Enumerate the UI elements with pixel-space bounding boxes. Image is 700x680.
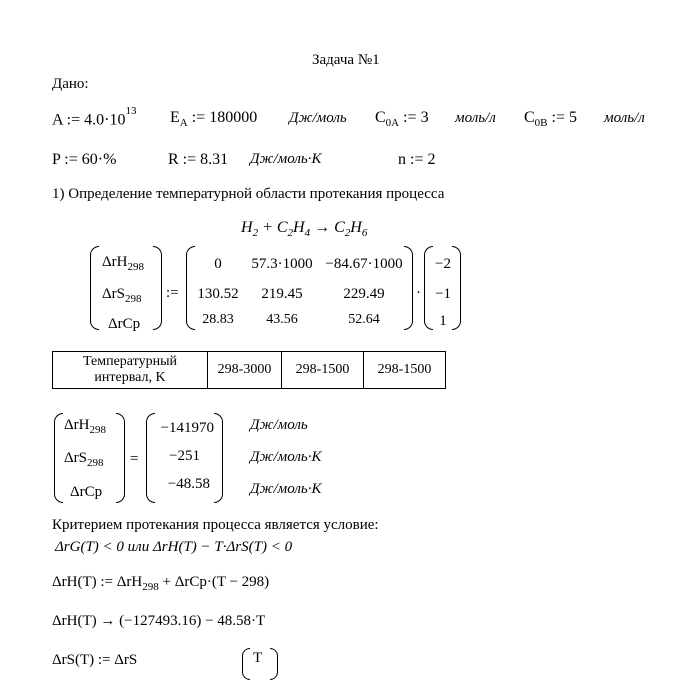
param-EA bbox=[170, 109, 257, 129]
lhs-dS: ΔrS$_{298}$ bbox=[102, 286, 142, 305]
dS-definition-text: ΔrS(T) := ΔrS bbox=[52, 652, 138, 668]
param-C0A-unit: моль/л bbox=[455, 110, 496, 126]
result-lhs-dCp: ΔrCp bbox=[70, 484, 103, 500]
vector-cell: −2 bbox=[435, 256, 451, 272]
dS-definition-partial bbox=[52, 652, 137, 669]
matrix-cell: 229.49 bbox=[343, 286, 385, 302]
criterion-formula: ΔrG(T) < 0 или ΔrH(T) − T·ΔrS(T) < 0 bbox=[55, 539, 293, 555]
section-heading: 1) Определение температурной области протекания процесса bbox=[52, 186, 445, 202]
table-cell: 298-1500 bbox=[282, 352, 364, 389]
param-C0B-unit: моль/л bbox=[604, 110, 645, 126]
dH-result: ΔrH(T) → (−127493.16) − 48.58·T bbox=[52, 613, 266, 629]
result-unit: Дж/моль·K bbox=[250, 481, 322, 497]
result-value: −48.58 bbox=[167, 476, 210, 492]
reaction-arrow: → C bbox=[310, 219, 345, 236]
reaction-h6-sub: 6 bbox=[361, 227, 368, 240]
param-C0B-value: := 5 bbox=[551, 109, 577, 126]
matrix-cell: 52.64 bbox=[348, 312, 380, 327]
param-R-unit: Дж/моль·K bbox=[250, 151, 322, 167]
criterion-text: Критерием протекания процесса является условие: bbox=[52, 517, 379, 533]
param-P: P := 60·% bbox=[52, 151, 117, 168]
param-A bbox=[52, 105, 137, 129]
param-C0A-symbol: C bbox=[375, 109, 386, 126]
reaction-h6: H bbox=[350, 219, 362, 236]
table-header-cell: Температурный интервал, K bbox=[53, 352, 208, 389]
param-R: R := 8.31 bbox=[168, 151, 229, 168]
param-n: n := 2 bbox=[398, 151, 436, 168]
param-C0B-subscript: 0B bbox=[534, 117, 548, 130]
page-title: Задача №1 bbox=[312, 52, 380, 68]
lhs-paren-left bbox=[90, 246, 99, 330]
result-lhs-dS: ΔrS$_{298}$ bbox=[64, 450, 104, 469]
vector-cell: −1 bbox=[435, 286, 451, 302]
assign-operator: := bbox=[166, 285, 179, 301]
matrix-cell: 28.83 bbox=[202, 312, 234, 327]
result-values-paren-right bbox=[214, 413, 223, 503]
reaction-h4-sub: 4 bbox=[304, 227, 311, 240]
dS-paren-left bbox=[242, 648, 250, 680]
matrix-cell: 130.52 bbox=[197, 286, 239, 302]
lhs-paren-right bbox=[153, 246, 162, 330]
reaction-h4: H bbox=[293, 219, 305, 236]
dH-definition-sub: 298 bbox=[142, 581, 159, 593]
equals-operator: = bbox=[130, 451, 139, 467]
result-lhs-dH: ΔrH$_{298}$ bbox=[64, 417, 106, 436]
dH-definition-right: + ΔrCp·(T − 298) bbox=[158, 574, 270, 590]
matrix-cell: 0 bbox=[214, 256, 222, 272]
param-A-exponent: 13 bbox=[125, 105, 137, 117]
result-unit: Дж/моль·K bbox=[250, 449, 322, 465]
dot-operator: · bbox=[416, 285, 421, 301]
param-EA-symbol: E bbox=[170, 109, 180, 126]
table-cell: 298-3000 bbox=[208, 352, 282, 389]
matrix-cell: −84.67·1000 bbox=[325, 256, 403, 272]
matrix-cell: 219.45 bbox=[261, 286, 303, 302]
param-C0B bbox=[524, 109, 577, 129]
param-C0A-subscript: 0A bbox=[385, 117, 400, 130]
param-C0B-symbol: C bbox=[524, 109, 535, 126]
param-EA-value: := 180000 bbox=[191, 109, 258, 126]
param-A-text: A := 4.0·10 bbox=[52, 111, 126, 129]
reaction-h2: H bbox=[241, 219, 253, 236]
dS-paren-right bbox=[270, 648, 278, 680]
dH-definition bbox=[52, 574, 269, 593]
matrix-cell: 57.3·1000 bbox=[251, 256, 313, 272]
lhs-dH: ΔrH$_{298}$ bbox=[102, 254, 144, 273]
lhs-dCp: ΔrCp bbox=[108, 316, 141, 332]
reaction-plus-c: + C bbox=[258, 219, 288, 236]
result-value: −141970 bbox=[160, 420, 214, 436]
temperature-interval-table bbox=[52, 351, 446, 389]
result-value: −251 bbox=[169, 448, 200, 464]
dS-fraction-numerator: T bbox=[253, 650, 263, 666]
dH-definition-left: ΔrH(T) := ΔrH bbox=[52, 574, 143, 590]
reaction-c2-sub: 2 bbox=[287, 227, 294, 240]
result-unit: Дж/моль bbox=[250, 417, 308, 433]
matrix-cell: 43.56 bbox=[266, 312, 298, 327]
vector-cell: 1 bbox=[439, 313, 447, 329]
result-lhs-paren-right bbox=[116, 413, 125, 503]
given-label: Дано: bbox=[52, 76, 89, 92]
reaction-h2-sub: 2 bbox=[252, 227, 259, 240]
param-EA-subscript: A bbox=[179, 117, 188, 130]
reaction-c2b-sub: 2 bbox=[344, 227, 351, 240]
reaction-equation bbox=[241, 219, 367, 239]
param-C0A bbox=[375, 109, 429, 129]
param-C0A-value: := 3 bbox=[403, 109, 429, 126]
param-EA-unit: Дж/моль bbox=[289, 110, 347, 126]
table-cell: 298-1500 bbox=[364, 352, 446, 389]
result-lhs-paren-left bbox=[54, 413, 63, 503]
